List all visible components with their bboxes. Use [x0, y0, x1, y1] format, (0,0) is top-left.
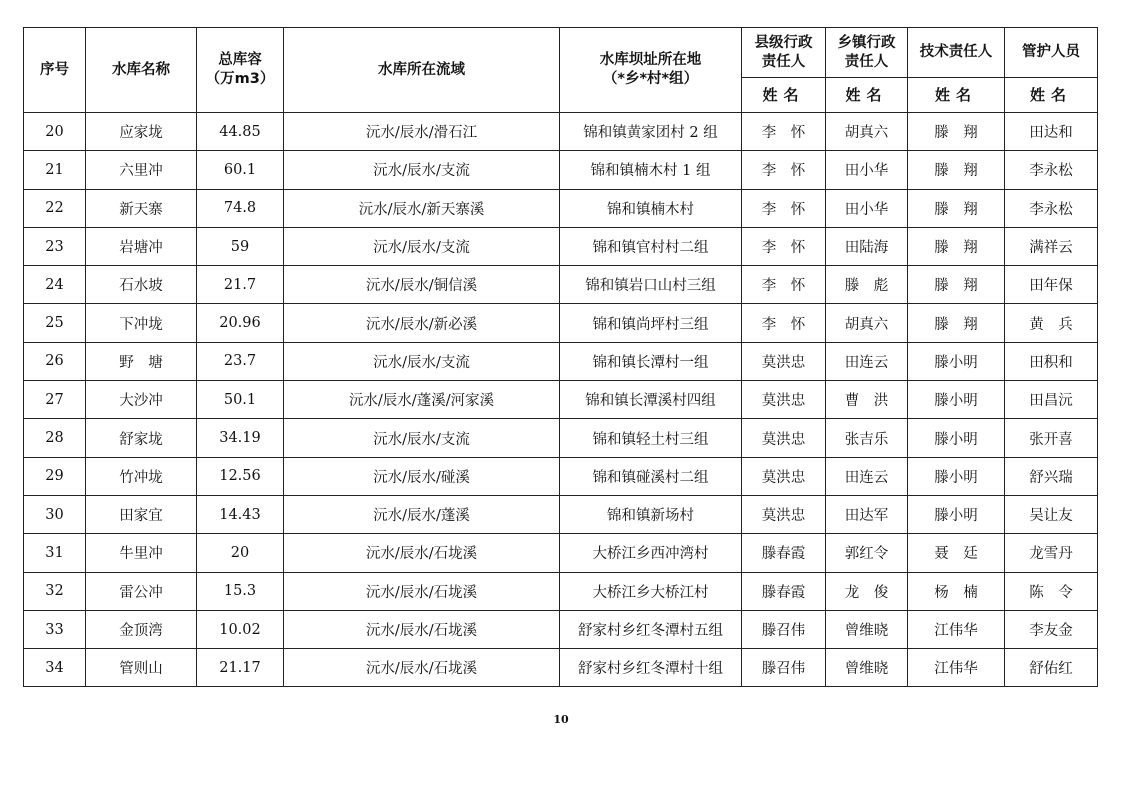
cell-technical-responsible: 滕小明: [908, 381, 1005, 419]
cell-capacity: 12.56: [197, 457, 284, 495]
cell-technical-responsible: 滕 翔: [908, 227, 1005, 265]
cell-technical-responsible: 滕小明: [908, 342, 1005, 380]
cell-dam-location: 锦和镇岩口山村三组: [560, 266, 742, 304]
cell-reservoir-name: 竹冲垅: [86, 457, 197, 495]
cell-caretaker: 陈 令: [1005, 572, 1098, 610]
cell-town-responsible: 曾维晓: [826, 610, 908, 648]
cell-caretaker: 龙雪丹: [1005, 534, 1098, 572]
cell-capacity: 14.43: [197, 495, 284, 533]
cell-reservoir-name: 新天寨: [86, 189, 197, 227]
cell-capacity: 15.3: [197, 572, 284, 610]
cell-technical-responsible: 滕小明: [908, 457, 1005, 495]
cell-seq: 34: [24, 649, 86, 687]
cell-caretaker: 舒佑红: [1005, 649, 1098, 687]
cell-caretaker: 李永松: [1005, 151, 1098, 189]
cell-reservoir-name: 下冲垅: [86, 304, 197, 342]
cell-basin: 沅水/辰水/铜信溪: [284, 266, 560, 304]
cell-basin: 沅水/辰水/新天寨溪: [284, 189, 560, 227]
cell-technical-responsible: 杨 楠: [908, 572, 1005, 610]
cell-dam-location: 锦和镇轻土村三组: [560, 419, 742, 457]
cell-town-responsible: 曹 洪: [826, 381, 908, 419]
cell-seq: 28: [24, 419, 86, 457]
table-row: [24, 419, 1098, 457]
header-basin: 水库所在流域: [284, 28, 560, 113]
cell-town-responsible: 田小华: [826, 151, 908, 189]
cell-dam-location: 大桥江乡大桥江村: [560, 572, 742, 610]
cell-county-responsible: 莫洪忠: [742, 381, 826, 419]
cell-caretaker: 田达和: [1005, 113, 1098, 151]
cell-reservoir-name: 应家垅: [86, 113, 197, 151]
cell-technical-responsible: 江伟华: [908, 610, 1005, 648]
cell-technical-responsible: 滕 翔: [908, 151, 1005, 189]
cell-seq: 27: [24, 381, 86, 419]
cell-dam-location: 锦和镇黄家团村 2 组: [560, 113, 742, 151]
cell-caretaker: 满祥云: [1005, 227, 1098, 265]
cell-capacity: 20: [197, 534, 284, 572]
cell-seq: 25: [24, 304, 86, 342]
cell-technical-responsible: 滕 翔: [908, 266, 1005, 304]
table-row: [24, 534, 1098, 572]
header-capacity: 总库容 （万m3）: [197, 28, 284, 113]
cell-dam-location: 舒家村乡红冬潭村十组: [560, 649, 742, 687]
cell-county-responsible: 滕春霞: [742, 534, 826, 572]
cell-capacity: 60.1: [197, 151, 284, 189]
cell-town-responsible: 田连云: [826, 342, 908, 380]
cell-caretaker: 李永松: [1005, 189, 1098, 227]
cell-town-responsible: 田达军: [826, 495, 908, 533]
cell-county-responsible: 莫洪忠: [742, 419, 826, 457]
cell-capacity: 20.96: [197, 304, 284, 342]
page-number: 10: [553, 713, 569, 726]
cell-dam-location: 大桥江乡西冲湾村: [560, 534, 742, 572]
cell-caretaker: 田积和: [1005, 342, 1098, 380]
table-row: [24, 342, 1098, 380]
cell-technical-responsible: 滕 翔: [908, 304, 1005, 342]
table-row: [24, 572, 1098, 610]
cell-seq: 23: [24, 227, 86, 265]
cell-reservoir-name: 岩塘冲: [86, 227, 197, 265]
cell-town-responsible: 胡真六: [826, 304, 908, 342]
cell-reservoir-name: 舒家垅: [86, 419, 197, 457]
cell-dam-location: 锦和镇楠木村: [560, 189, 742, 227]
table-row: [24, 495, 1098, 533]
subheader-name: 姓名: [826, 78, 908, 113]
cell-basin: 沅水/辰水/支流: [284, 151, 560, 189]
cell-basin: 沅水/辰水/石垅溪: [284, 610, 560, 648]
cell-county-responsible: 莫洪忠: [742, 495, 826, 533]
cell-capacity: 10.02: [197, 610, 284, 648]
cell-capacity: 34.19: [197, 419, 284, 457]
cell-town-responsible: 田陆海: [826, 227, 908, 265]
cell-county-responsible: 李 怀: [742, 151, 826, 189]
table-row: [24, 151, 1098, 189]
cell-county-responsible: 莫洪忠: [742, 457, 826, 495]
header-reservoir-name: 水库名称: [86, 28, 197, 113]
cell-town-responsible: 郭红令: [826, 534, 908, 572]
cell-county-responsible: 李 怀: [742, 113, 826, 151]
cell-dam-location: 锦和镇长潭村一组: [560, 342, 742, 380]
cell-county-responsible: 滕春霞: [742, 572, 826, 610]
cell-caretaker: 黄 兵: [1005, 304, 1098, 342]
cell-seq: 32: [24, 572, 86, 610]
cell-dam-location: 锦和镇碰溪村二组: [560, 457, 742, 495]
cell-technical-responsible: 滕小明: [908, 495, 1005, 533]
cell-reservoir-name: 管则山: [86, 649, 197, 687]
cell-reservoir-name: 田家宜: [86, 495, 197, 533]
cell-county-responsible: 滕召伟: [742, 610, 826, 648]
cell-basin: 沅水/辰水/蓬溪: [284, 495, 560, 533]
cell-seq: 24: [24, 266, 86, 304]
cell-seq: 20: [24, 113, 86, 151]
table-row: [24, 649, 1098, 687]
cell-seq: 26: [24, 342, 86, 380]
cell-caretaker: 李友金: [1005, 610, 1098, 648]
table-body: [24, 113, 1098, 687]
cell-caretaker: 张开喜: [1005, 419, 1098, 457]
cell-technical-responsible: 滕 翔: [908, 189, 1005, 227]
cell-reservoir-name: 金顶湾: [86, 610, 197, 648]
cell-basin: 沅水/辰水/碰溪: [284, 457, 560, 495]
header-technical-responsible: 技术责任人: [908, 28, 1005, 78]
table-row: [24, 610, 1098, 648]
cell-basin: 沅水/辰水/蓬溪/河家溪: [284, 381, 560, 419]
cell-dam-location: 锦和镇楠木村 1 组: [560, 151, 742, 189]
cell-dam-location: 锦和镇长潭溪村四组: [560, 381, 742, 419]
cell-basin: 沅水/辰水/石垅溪: [284, 572, 560, 610]
cell-county-responsible: 李 怀: [742, 227, 826, 265]
table-row: [24, 304, 1098, 342]
cell-basin: 沅水/辰水/支流: [284, 419, 560, 457]
cell-technical-responsible: 江伟华: [908, 649, 1005, 687]
cell-basin: 沅水/辰水/石垅溪: [284, 649, 560, 687]
cell-capacity: 50.1: [197, 381, 284, 419]
cell-town-responsible: 滕 彪: [826, 266, 908, 304]
cell-basin: 沅水/辰水/支流: [284, 227, 560, 265]
cell-capacity: 44.85: [197, 113, 284, 151]
reservoir-table: [23, 27, 1098, 687]
cell-dam-location: 锦和镇官村村二组: [560, 227, 742, 265]
cell-caretaker: 吴让友: [1005, 495, 1098, 533]
cell-county-responsible: 李 怀: [742, 189, 826, 227]
table-row: [24, 381, 1098, 419]
subheader-name: 姓名: [1005, 78, 1098, 113]
cell-seq: 33: [24, 610, 86, 648]
cell-technical-responsible: 滕 翔: [908, 113, 1005, 151]
header-dam-location: 水库坝址所在地 （*乡*村*组）: [560, 28, 742, 113]
cell-town-responsible: 胡真六: [826, 113, 908, 151]
cell-caretaker: 田昌沅: [1005, 381, 1098, 419]
subheader-name: 姓名: [742, 78, 826, 113]
cell-reservoir-name: 野 塘: [86, 342, 197, 380]
cell-basin: 沅水/辰水/滑石江: [284, 113, 560, 151]
cell-reservoir-name: 石水坡: [86, 266, 197, 304]
cell-reservoir-name: 六里冲: [86, 151, 197, 189]
cell-dam-location: 锦和镇尚坪村三组: [560, 304, 742, 342]
cell-town-responsible: 田连云: [826, 457, 908, 495]
header-caretaker: 管护人员: [1005, 28, 1098, 78]
cell-seq: 22: [24, 189, 86, 227]
table-row: [24, 189, 1098, 227]
table-row: [24, 266, 1098, 304]
table-row: [24, 113, 1098, 151]
table-row: [24, 457, 1098, 495]
cell-county-responsible: 滕召伟: [742, 649, 826, 687]
cell-capacity: 21.7: [197, 266, 284, 304]
cell-dam-location: 锦和镇新场村: [560, 495, 742, 533]
cell-technical-responsible: 聂 廷: [908, 534, 1005, 572]
cell-seq: 29: [24, 457, 86, 495]
cell-town-responsible: 田小华: [826, 189, 908, 227]
cell-county-responsible: 莫洪忠: [742, 342, 826, 380]
cell-town-responsible: 曾维晓: [826, 649, 908, 687]
cell-county-responsible: 李 怀: [742, 304, 826, 342]
cell-caretaker: 田年保: [1005, 266, 1098, 304]
subheader-name: 姓名: [908, 78, 1005, 113]
cell-reservoir-name: 牛里冲: [86, 534, 197, 572]
cell-capacity: 74.8: [197, 189, 284, 227]
cell-capacity: 23.7: [197, 342, 284, 380]
cell-reservoir-name: 大沙冲: [86, 381, 197, 419]
header-town-responsible: 乡镇行政 责任人: [826, 28, 908, 78]
cell-capacity: 21.17: [197, 649, 284, 687]
cell-technical-responsible: 滕小明: [908, 419, 1005, 457]
cell-basin: 沅水/辰水/支流: [284, 342, 560, 380]
cell-basin: 沅水/辰水/新必溪: [284, 304, 560, 342]
cell-county-responsible: 李 怀: [742, 266, 826, 304]
table-row: [24, 227, 1098, 265]
cell-basin: 沅水/辰水/石垅溪: [284, 534, 560, 572]
cell-town-responsible: 龙 俊: [826, 572, 908, 610]
cell-seq: 30: [24, 495, 86, 533]
cell-seq: 31: [24, 534, 86, 572]
cell-seq: 21: [24, 151, 86, 189]
header-county-responsible: 县级行政 责任人: [742, 28, 826, 78]
cell-town-responsible: 张吉乐: [826, 419, 908, 457]
cell-reservoir-name: 雷公冲: [86, 572, 197, 610]
cell-dam-location: 舒家村乡红冬潭村五组: [560, 610, 742, 648]
header-seq: 序号: [24, 28, 86, 113]
cell-caretaker: 舒兴瑞: [1005, 457, 1098, 495]
cell-capacity: 59: [197, 227, 284, 265]
